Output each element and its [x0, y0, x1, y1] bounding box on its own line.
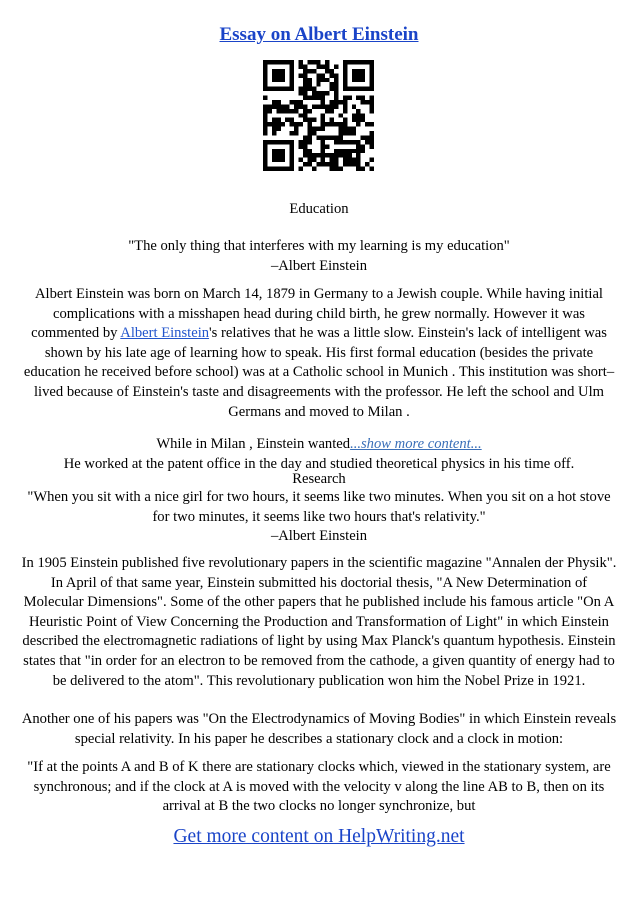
paragraph-milan-text-1: While in Milan , Einstein wanted	[156, 436, 351, 452]
paragraph-early-life	[20, 285, 618, 422]
show-more-content-link[interactable]: ...show more content...	[350, 436, 482, 452]
research-quote-attribution: –Albert Einstein	[270, 528, 368, 545]
get-more-content-link[interactable]: Get more content on HelpWriting.net	[173, 826, 465, 847]
paragraph-1905-papers: In 1905 Einstein published five revolutionary papers in the scientific magazine "Annalen der Physik". In April of that same year, Einstein submitted his doctorial thesis, "A New Determination of Molecular Dimensions". Some of the other papers that he published include his famous article "On A Heuristic Point of View Concerning the Production and Transformation of Light" in which Einstein described the electromagnetic radiations of light by using Max Planck's quantum hypothesis. Einstein states that "in order for an electron to be removed from the cathode, a given quantity of energy had to be delivered to the atom". This revolutionary publication won him the Nobel Prize in 1921.	[21, 555, 617, 689]
paragraph-clocks-quote: "If at the points A and B of K there are stationary clocks which, viewed in the stationary system, are synchronous; and if the clock at A is moved with the velocity v along the line AB to B, then on its arrival at B the two clocks no longer synchronize, but	[27, 759, 611, 815]
paragraph-milan-text-2: He worked at the patent office in the day and studied theoretical physics in his time off.	[63, 455, 575, 472]
paragraph-early-life-text-1: Albert Einstein was born on March 14, 1879 in Germany to a Jewish couple. While having initial complications with a misshapen head during child birth, he grew normally. However it was commented by	[31, 286, 603, 342]
paragraph-milan	[20, 435, 618, 474]
research-heading: Research	[292, 471, 346, 487]
education-quote-attribution: –Albert Einstein	[270, 257, 368, 274]
research-quote	[20, 488, 618, 547]
education-quote	[20, 237, 618, 276]
education-heading: Education	[289, 201, 349, 217]
research-quote-text: "When you sit with a nice girl for two hours, it seems like two minutes. When you sit on a hot stove for two minutes, it seems like two hours that's relativity."	[27, 489, 611, 525]
education-quote-text: "The only thing that interferes with my learning is my education"	[128, 238, 510, 254]
paragraph-early-life-text-2: 's relatives that he was a little slow. Einstein's lack of intelligent was shown by his late age of learning how to speak. His first formal education (besides the private education he received before school) was at a Catholic school in Munich . This institution was short–lived because of Einstein's taste and disagreements with the professor. He left the school and Ulm Germans and moved to Milan .	[23, 325, 615, 420]
albert-einstein-link[interactable]: Albert Einstein	[120, 325, 210, 342]
document-title[interactable]: Essay on Albert Einstein	[219, 24, 419, 45]
paragraph-electrodynamics: Another one of his papers was "On the Electrodynamics of Moving Bodies" in which Einstein reveals special relativity. In his paper he describes a stationary clock and a clock in motion:	[21, 711, 617, 747]
qr-code-icon	[263, 60, 374, 171]
